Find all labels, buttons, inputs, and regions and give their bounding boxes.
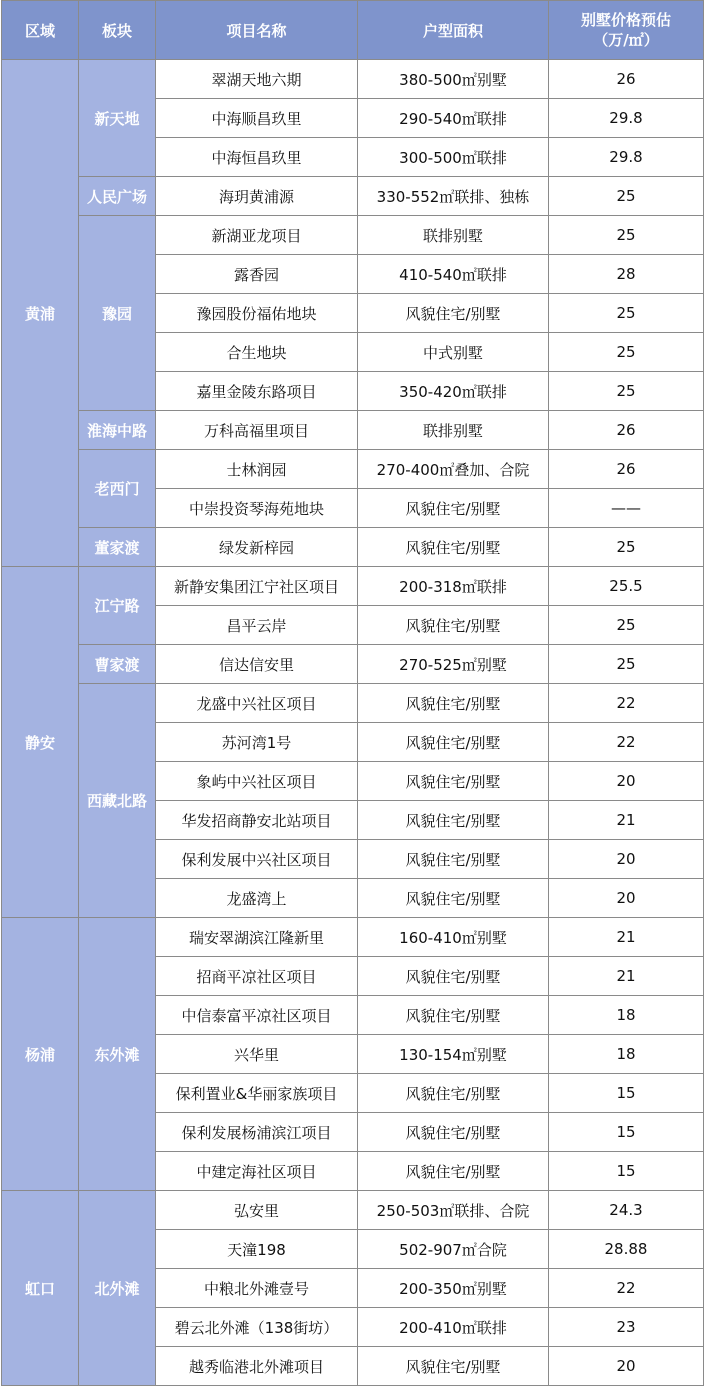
- project-cell: 新静安集团江宁社区项目: [156, 567, 358, 606]
- price-cell: 25: [549, 645, 704, 684]
- area-cell: 风貌住宅/别墅: [358, 489, 549, 528]
- project-cell: 海玥黄浦源: [156, 177, 358, 216]
- header-price-label: 别墅价格预估: [580, 11, 671, 29]
- price-cell: 25: [549, 216, 704, 255]
- area-cell: 风貌住宅/别墅: [358, 684, 549, 723]
- area-cell: 160-410㎡别墅: [358, 918, 549, 957]
- project-cell: 兴华里: [156, 1035, 358, 1074]
- area-cell: 风貌住宅/别墅: [358, 606, 549, 645]
- area-cell: 风貌住宅/别墅: [358, 840, 549, 879]
- sector-cell: 淮海中路: [79, 411, 156, 450]
- price-cell: 25: [549, 333, 704, 372]
- project-cell: 象屿中兴社区项目: [156, 762, 358, 801]
- area-cell: 200-318㎡联排: [358, 567, 549, 606]
- price-cell: 28: [549, 255, 704, 294]
- project-cell: 万科高福里项目: [156, 411, 358, 450]
- price-cell: 25: [549, 372, 704, 411]
- price-cell: 21: [549, 957, 704, 996]
- area-cell: 联排别墅: [358, 216, 549, 255]
- price-cell: 15: [549, 1113, 704, 1152]
- price-cell: 18: [549, 996, 704, 1035]
- area-cell: 502-907㎡合院: [358, 1230, 549, 1269]
- area-cell: 250-503㎡联排、合院: [358, 1191, 549, 1230]
- area-cell: 270-400㎡叠加、合院: [358, 450, 549, 489]
- sector-cell: 西藏北路: [79, 684, 156, 918]
- project-cell: 华发招商静安北站项目: [156, 801, 358, 840]
- project-cell: 翠湖天地六期: [156, 60, 358, 99]
- price-cell: 25: [549, 606, 704, 645]
- header-price-unit: （万/㎡）: [593, 31, 659, 49]
- area-cell: 风貌住宅/别墅: [358, 801, 549, 840]
- area-cell: 200-410㎡联排: [358, 1308, 549, 1347]
- area-cell: 300-500㎡联排: [358, 138, 549, 177]
- table-row: [2, 528, 704, 567]
- project-cell: 士林润园: [156, 450, 358, 489]
- price-cell: 22: [549, 723, 704, 762]
- project-cell: 中海恒昌玖里: [156, 138, 358, 177]
- project-cell: 招商平凉社区项目: [156, 957, 358, 996]
- table-row: [2, 450, 704, 489]
- project-cell: 保利发展杨浦滨江项目: [156, 1113, 358, 1152]
- project-cell: 昌平云岸: [156, 606, 358, 645]
- price-cell: 20: [549, 879, 704, 918]
- project-cell: 保利发展中兴社区项目: [156, 840, 358, 879]
- table-body: [2, 60, 704, 1386]
- project-cell: 新湖亚龙项目: [156, 216, 358, 255]
- project-cell: 合生地块: [156, 333, 358, 372]
- area-cell: 风貌住宅/别墅: [358, 1113, 549, 1152]
- district-cell: 虹口: [2, 1191, 79, 1386]
- project-cell: 龙盛湾上: [156, 879, 358, 918]
- district-cell: 静安: [2, 567, 79, 918]
- price-cell: 20: [549, 762, 704, 801]
- sector-cell: 曹家渡: [79, 645, 156, 684]
- district-cell: 杨浦: [2, 918, 79, 1191]
- table-row: [2, 645, 704, 684]
- area-cell: 290-540㎡联排: [358, 99, 549, 138]
- project-cell: 信达信安里: [156, 645, 358, 684]
- project-cell: 豫园股份福佑地块: [156, 294, 358, 333]
- price-cell: 22: [549, 1269, 704, 1308]
- area-cell: 风貌住宅/别墅: [358, 957, 549, 996]
- table-row: [2, 60, 704, 99]
- price-cell: 18: [549, 1035, 704, 1074]
- area-cell: 350-420㎡联排: [358, 372, 549, 411]
- price-cell: 23: [549, 1308, 704, 1347]
- area-cell: 风貌住宅/别墅: [358, 879, 549, 918]
- area-cell: 130-154㎡别墅: [358, 1035, 549, 1074]
- sector-cell: 豫园: [79, 216, 156, 411]
- price-cell: 22: [549, 684, 704, 723]
- header-sector: 板块: [79, 1, 156, 60]
- area-cell: 风貌住宅/别墅: [358, 528, 549, 567]
- project-cell: 保利置业&华丽家族项目: [156, 1074, 358, 1113]
- sector-cell: 新天地: [79, 60, 156, 177]
- project-cell: 中粮北外滩壹号: [156, 1269, 358, 1308]
- table-row: [2, 918, 704, 957]
- sector-cell: 董家渡: [79, 528, 156, 567]
- header-price: [549, 1, 704, 60]
- table-row: [2, 1191, 704, 1230]
- area-cell: 风貌住宅/别墅: [358, 762, 549, 801]
- sector-cell: 人民广场: [79, 177, 156, 216]
- area-cell: 风貌住宅/别墅: [358, 723, 549, 762]
- price-cell: 25: [549, 177, 704, 216]
- sector-cell: 北外滩: [79, 1191, 156, 1386]
- price-cell: 15: [549, 1152, 704, 1191]
- price-cell: 21: [549, 801, 704, 840]
- sector-cell: 东外滩: [79, 918, 156, 1191]
- header-project: 项目名称: [156, 1, 358, 60]
- area-cell: 330-552㎡联排、独栋: [358, 177, 549, 216]
- table-row: [2, 567, 704, 606]
- sector-cell: 江宁路: [79, 567, 156, 645]
- price-cell: 26: [549, 411, 704, 450]
- area-cell: 风貌住宅/别墅: [358, 1347, 549, 1386]
- project-cell: 弘安里: [156, 1191, 358, 1230]
- area-cell: 风貌住宅/别墅: [358, 294, 549, 333]
- price-cell: 15: [549, 1074, 704, 1113]
- villa-price-table: [1, 0, 704, 1386]
- price-cell: 28.88: [549, 1230, 704, 1269]
- area-cell: 270-525㎡别墅: [358, 645, 549, 684]
- project-cell: 露香园: [156, 255, 358, 294]
- project-cell: 嘉里金陵东路项目: [156, 372, 358, 411]
- price-cell: 24.3: [549, 1191, 704, 1230]
- district-cell: 黄浦: [2, 60, 79, 567]
- header-row: [2, 1, 704, 60]
- area-cell: 联排别墅: [358, 411, 549, 450]
- project-cell: 中崇投资琴海苑地块: [156, 489, 358, 528]
- price-cell: 21: [549, 918, 704, 957]
- project-cell: 中海顺昌玖里: [156, 99, 358, 138]
- table-row: [2, 684, 704, 723]
- project-cell: 碧云北外滩（138街坊）: [156, 1308, 358, 1347]
- project-cell: 越秀临港北外滩项目: [156, 1347, 358, 1386]
- table-row: [2, 216, 704, 255]
- price-cell: ——: [549, 489, 704, 528]
- area-cell: 风貌住宅/别墅: [358, 1074, 549, 1113]
- price-cell: 29.8: [549, 138, 704, 177]
- project-cell: 天潼198: [156, 1230, 358, 1269]
- price-cell: 26: [549, 60, 704, 99]
- price-cell: 29.8: [549, 99, 704, 138]
- project-cell: 龙盛中兴社区项目: [156, 684, 358, 723]
- table-row: [2, 177, 704, 216]
- price-cell: 20: [549, 1347, 704, 1386]
- project-cell: 中建定海社区项目: [156, 1152, 358, 1191]
- area-cell: 380-500㎡别墅: [358, 60, 549, 99]
- project-cell: 苏河湾1号: [156, 723, 358, 762]
- header-district: 区域: [2, 1, 79, 60]
- price-cell: 25: [549, 528, 704, 567]
- table-row: [2, 411, 704, 450]
- price-cell: 25: [549, 294, 704, 333]
- project-cell: 绿发新梓园: [156, 528, 358, 567]
- price-cell: 25.5: [549, 567, 704, 606]
- area-cell: 200-350㎡别墅: [358, 1269, 549, 1308]
- sector-cell: 老西门: [79, 450, 156, 528]
- header-area: 户型面积: [358, 1, 549, 60]
- area-cell: 410-540㎡联排: [358, 255, 549, 294]
- project-cell: 瑞安翠湖滨江隆新里: [156, 918, 358, 957]
- area-cell: 风貌住宅/别墅: [358, 1152, 549, 1191]
- area-cell: 中式别墅: [358, 333, 549, 372]
- project-cell: 中信泰富平凉社区项目: [156, 996, 358, 1035]
- area-cell: 风貌住宅/别墅: [358, 996, 549, 1035]
- price-cell: 26: [549, 450, 704, 489]
- price-cell: 20: [549, 840, 704, 879]
